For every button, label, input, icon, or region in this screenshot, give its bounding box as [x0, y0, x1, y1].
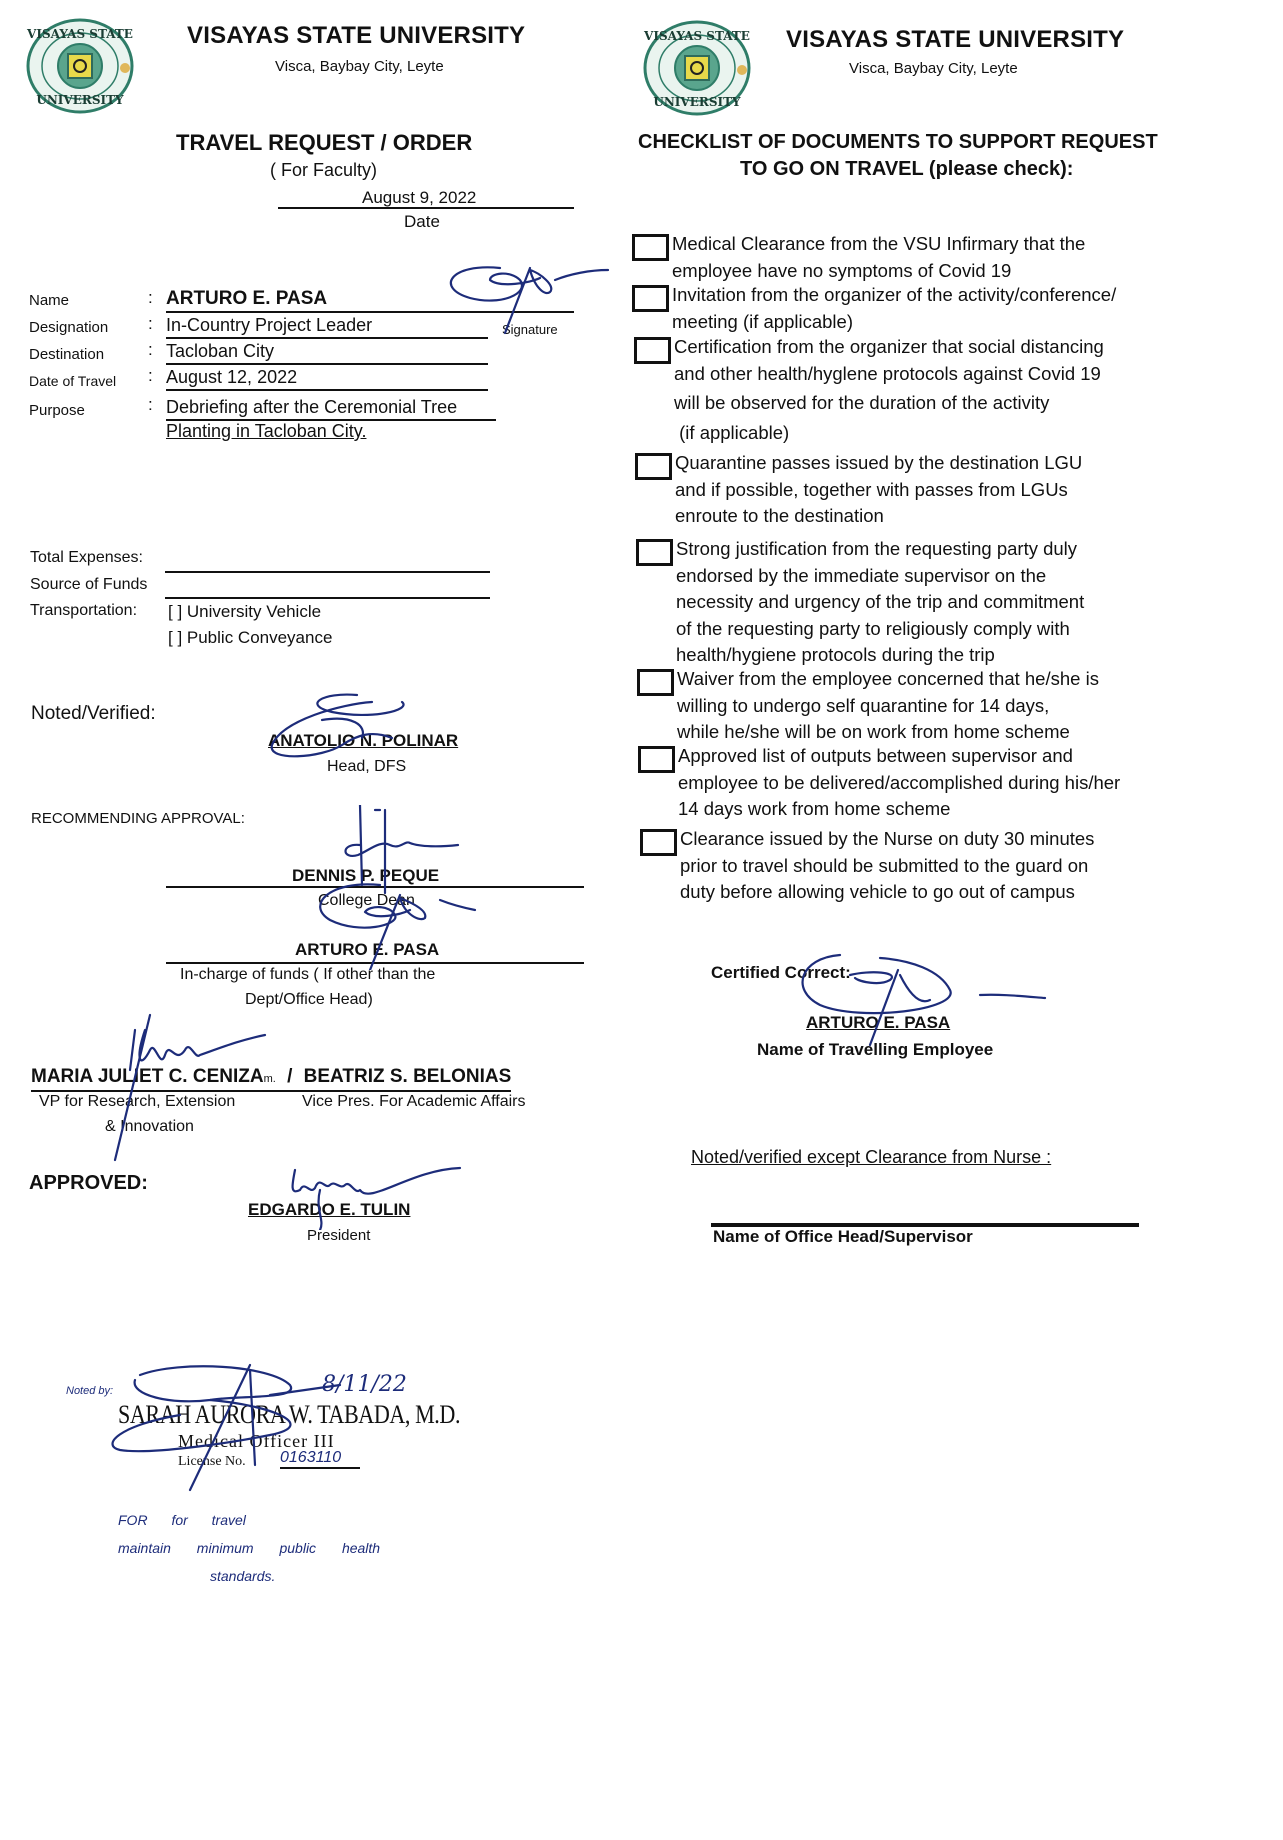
colon: :: [148, 288, 153, 307]
funds-incharge-line: [166, 962, 584, 964]
university-name-right: VISAYAS STATE UNIVERSITY: [786, 26, 1125, 53]
checklist-item-line: enroute to the destination: [675, 505, 884, 526]
checklist-item-line: Certification from the organizer that social distancing: [674, 336, 1104, 357]
field-label-name: Name: [29, 292, 70, 309]
svg-text:UNIVERSITY: UNIVERSITY: [653, 95, 741, 109]
university-name: VISAYAS STATE UNIVERSITY: [187, 22, 526, 49]
funds-incharge-title-2: Dept/Office Head): [245, 991, 373, 1008]
president-name: EDGARDO E. TULIN: [248, 1200, 411, 1219]
transportation-label: Transportation:: [30, 602, 138, 619]
checklist-title-1: CHECKLIST OF DOCUMENTS TO SUPPORT REQUEST: [638, 131, 1158, 153]
source-of-funds-line: [165, 597, 490, 599]
field-label-destination: Destination: [29, 346, 105, 363]
stamp-note-1: FOR for travel: [118, 1512, 246, 1528]
vp-separator: /: [287, 1066, 293, 1087]
checklist-item-line: Clearance issued by the Nurse on duty 30 minutes: [680, 828, 1095, 849]
checklist-item-line: while he/she will be on work from home scheme: [677, 721, 1070, 742]
field-value-name: ARTURO E. PASA: [166, 287, 574, 313]
funds-incharge-title-1: In-charge of funds ( If other than the: [180, 966, 436, 983]
field-label-purpose: Purpose: [29, 402, 85, 419]
form-subtitle: ( For Faculty): [270, 160, 378, 180]
total-expenses-label: Total Expenses:: [30, 549, 143, 566]
checklist-checkbox[interactable]: [632, 285, 669, 312]
noted-verified-label: Noted/Verified:: [31, 703, 156, 724]
checklist-item-line: Quarantine passes issued by the destination LGU: [675, 452, 1083, 473]
date-line: [278, 207, 574, 209]
checklist-item-text: [672, 282, 1116, 335]
vp-initial: m.: [263, 1073, 276, 1085]
stamp-doctor-title: Medical Officer III: [178, 1431, 335, 1451]
vp-research-title-2: & Innovation: [105, 1118, 194, 1135]
recommending-approval-label: RECOMMENDING APPROVAL:: [31, 810, 245, 827]
checklist-checkbox[interactable]: [632, 234, 669, 261]
checklist-checkbox[interactable]: [638, 746, 675, 773]
checklist-item-line: Approved list of outputs between supervisor and: [678, 745, 1073, 766]
field-value-purpose-line2: Planting in Tacloban City.: [166, 421, 367, 441]
colon: :: [148, 314, 153, 333]
checklist-item-text: [677, 666, 1099, 746]
checklist-item-line: 14 days work from home scheme: [678, 798, 951, 819]
checklist-item-line: Waiver from the employee concerned that he/she is: [677, 668, 1099, 689]
colon: :: [148, 395, 153, 414]
checklist-checkbox[interactable]: [635, 453, 672, 480]
vp-signatories-line: [31, 1066, 511, 1092]
checklist-item-text: [680, 826, 1094, 906]
colon: :: [148, 340, 153, 359]
checklist-item-line: meeting (if applicable): [672, 310, 853, 332]
checklist-item-text: [674, 334, 1104, 446]
transport-option-public-conveyance[interactable]: [ ] Public Conveyance: [168, 628, 333, 647]
vp-research-name: MARIA JULIET C. CENIZA: [31, 1066, 264, 1087]
checklist-item-line: employee to be delivered/accomplished during his/her: [678, 771, 1121, 793]
transport-option-university-vehicle[interactable]: [ ] University Vehicle: [168, 602, 322, 621]
field-value-purpose-line1: Debriefing after the Ceremonial Tree: [166, 395, 496, 421]
dean-title: College Dean: [318, 892, 415, 909]
field-label-designation: Designation: [29, 319, 109, 336]
svg-text:VISAYAS STATE: VISAYAS STATE: [27, 27, 133, 41]
checklist-item-line: Invitation from the organizer of the activity/conference/: [672, 284, 1117, 305]
funds-incharge-name: ARTURO E. PASA: [295, 940, 440, 959]
checklist-item-line: necessity and urgency of the trip and commitment: [676, 591, 1085, 612]
checklist-checkbox[interactable]: [634, 337, 671, 364]
svg-text:VISAYAS STATE: VISAYAS STATE: [644, 29, 750, 43]
checklist-item-line: employee have no symptoms of Covid 19: [672, 259, 1012, 281]
svg-text:UNIVERSITY: UNIVERSITY: [36, 93, 124, 107]
stamp-note-2: maintain minimum public health: [118, 1540, 381, 1556]
stamp-date: 8/11/22: [322, 1372, 407, 1397]
checklist-title-2: TO GO ON TRAVEL (please check):: [740, 158, 1074, 180]
field-label-date-of-travel: Date of Travel: [29, 373, 117, 389]
president-title: President: [307, 1227, 371, 1244]
checklist-checkbox[interactable]: [636, 539, 673, 566]
vp-academic-name: BEATRIZ S. BELONIAS: [303, 1066, 512, 1087]
checklist-item-line: duty before allowing vehicle to go out of campus: [680, 881, 1075, 902]
checklist-item-line: Strong justification from the requesting party duly: [676, 538, 1078, 559]
checklist-item-line: Medical Clearance from the VSU Infirmary that the: [672, 233, 1086, 254]
form-date-value: August 9, 2022: [362, 188, 477, 207]
checklist-item-line: will be observed for the duration of the activity: [674, 392, 1050, 413]
checklist-item-line: willing to undergo self quarantine for 14 days,: [677, 694, 1050, 716]
signature-label: Signature: [502, 322, 558, 337]
traveller-title: Name of Travelling Employee: [757, 1040, 994, 1059]
source-of-funds-label: Source of Funds: [30, 576, 148, 593]
field-value-date-of-travel: August 12, 2022: [166, 365, 488, 391]
checklist-item-line: prior to travel should be submitted to the guard on: [680, 854, 1089, 876]
noted-by-name: ANATOLIO N. POLINAR: [268, 731, 459, 750]
certified-correct-label: Certified Correct:: [711, 963, 851, 982]
university-address-right: Visca, Baybay City, Leyte: [849, 60, 1018, 77]
colon: :: [148, 366, 153, 385]
stamp-noted-by: Noted by:: [66, 1385, 114, 1397]
stamp-doctor-name: SARAH AURORA W. TABADA, M.D.: [118, 1400, 461, 1429]
checklist-item-line: and other health/hyglene protocols against Covid 19: [674, 362, 1101, 384]
form-title: TRAVEL REQUEST / ORDER: [176, 130, 473, 155]
approved-label: APPROVED:: [29, 1172, 148, 1194]
field-value-designation: In-Country Project Leader: [166, 313, 488, 339]
checklist-checkbox[interactable]: [640, 829, 677, 856]
checklist-item-text: [672, 231, 1085, 284]
noted-by-title: Head, DFS: [327, 758, 407, 775]
checklist-item-line: (if applicable): [674, 421, 790, 443]
checklist-item-text: [676, 536, 1084, 669]
checklist-item-line: of the requesting party to religiously comply with: [676, 617, 1070, 639]
checklist-item-text: [678, 743, 1120, 823]
university-seal-logo: [24, 16, 140, 116]
checklist-item-text: [675, 450, 1082, 530]
university-address: Visca, Baybay City, Leyte: [275, 58, 444, 75]
field-value-destination: Tacloban City: [166, 339, 488, 365]
checklist-item-line: health/hygiene protocols during the trip: [676, 644, 995, 665]
university-seal-logo-right: [641, 18, 757, 118]
traveller-name: ARTURO E. PASA: [806, 1013, 951, 1032]
stamp-note-3: standards.: [210, 1568, 276, 1584]
noted-except-nurse-label: Noted/verified except Clearance from Nurse :: [691, 1147, 1052, 1167]
dean-name: DENNIS P. PEQUE: [292, 866, 440, 885]
vp-academic-title: Vice Pres. For Academic Affairs: [302, 1093, 526, 1110]
stamp-license-label: License No.: [178, 1454, 246, 1469]
checklist-checkbox[interactable]: [637, 669, 674, 696]
office-head-label: Name of Office Head/Supervisor: [713, 1227, 973, 1246]
date-label: Date: [404, 212, 440, 231]
checklist-item-line: endorsed by the immediate supervisor on the: [676, 564, 1047, 586]
dean-line: [166, 886, 584, 888]
total-expenses-line: [165, 571, 490, 573]
checklist-item-line: and if possible, together with passes from LGUs: [675, 478, 1068, 500]
vp-research-title-1: VP for Research, Extension: [39, 1093, 236, 1110]
stamp-license-number: 0163110: [280, 1449, 360, 1469]
